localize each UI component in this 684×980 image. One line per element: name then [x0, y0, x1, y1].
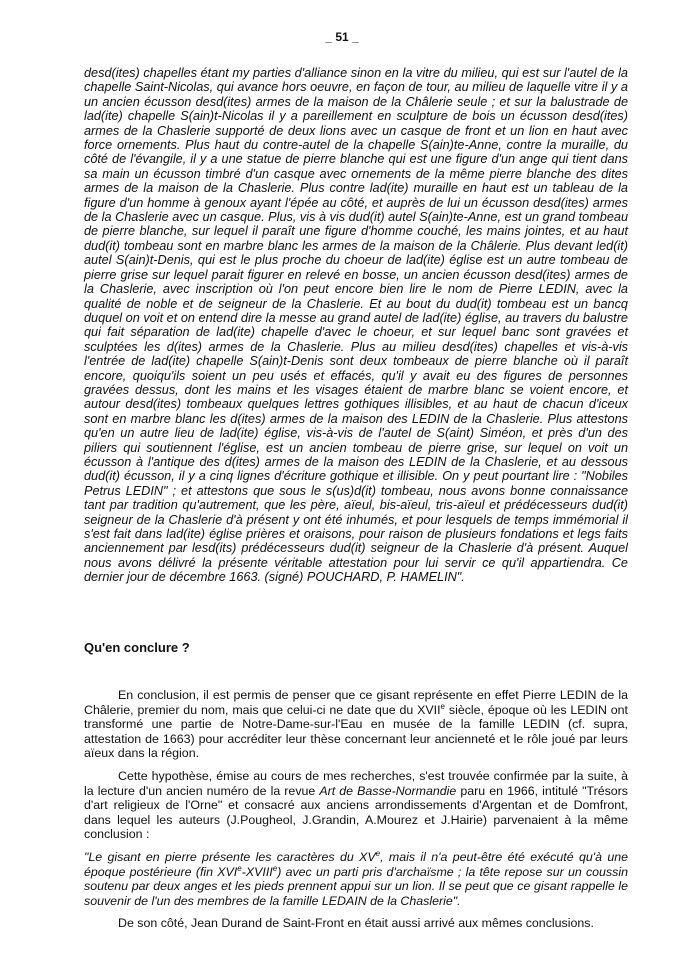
citation-text: ) avec un parti pris d'archaïsme ; la tête repose sur un coussin soutenu par deux anges et les pieds prennent appui sur un lion. Il se peut que ce gisant rappelle le souvenir de l'un des membres de la famille LEDAIN de la Chaslerie".: [84, 864, 628, 908]
citation-text: "Le gisant en pierre présente les caractères du XV: [84, 849, 376, 864]
section-heading: Qu'en conclure ?: [84, 640, 190, 655]
paragraph-text: En conclusion, il est permis de penser que ce gisant représente en effet Pierre LEDIN de la Châlerie, premier du nom, mais que celui-ci ne date que du XVII: [84, 688, 628, 717]
paragraph-conclusion: [84, 688, 628, 761]
journal-title: Art de Basse-Normandie: [319, 783, 457, 798]
paragraph-text: paru en 1966, intitulé "Trésors d'art religieux de l'Orne" et consacré aux anciens arrondissements d'Argentan et de Domfront, dans lequel les auteurs (J.Pougheol, J.Grandin, A.Mourez et J.Hairie) parvenaient à la même conclusion :: [84, 783, 628, 842]
paragraph-final: De son côté, Jean Durand de Saint-Front en était aussi arrivé aux mêmes conclusions.: [118, 916, 594, 931]
conclusion-body: [84, 688, 628, 939]
superscript: e: [237, 863, 242, 873]
citation-text: , mais il n'a peut-être été exécuté qu'à une époque postérieure (fin XVI: [84, 849, 628, 879]
superscript: e: [272, 863, 278, 873]
attestation-quote: desd(ites) chapelles étant my parties d'alliance sinon en la vitre du milieu, qui est sur l'autel de la chapelle Saint-Nicolas, qui avance hors oeuvre, en façon de tour, au milieu de laquelle vitre il y a un ancien écusson desd(ites) armes de la maison de la Châlerie seule ; et sur la balustrade de lad(ite) chapelle S(ain)t-Nicolas il y a pareillement en sculpture de bois un écusson desd(ites) armes de la Chaslerie supporté de deux lions avec un casque de front et un lion en haut avec force ornements. Plus haut du contre-autel de la chapelle S(ain)te-Anne, contre la muraille, du côté de l'évangile, il y a une statue de pierre blanche qui est une figure d'un ange qui tient dans sa main un écusson timbré d'un casque avec ornements de la même pierre blanche des dites armes de la maison de la Chaslerie. Plus contre lad(ite) muraille en haut est un tableau de la figure d'un homme à genoux ayant l'épée au côté, et auprès de lui un écusson desd(ites) armes de la Chaslerie avec un casque. Plus, vis à vis dud(it) autel S(ain)te-Anne, est un grand tombeau de pierre blanche, sur lequel il paraît une figure d'homme couché, les mains jointes, et au haut dud(it) tombeau sont en marbre blanc les armes de la maison de la Châlerie. Plus devant led(it) autel S(ain)t-Denis, qui est le plus proche du choeur de lad(ite) église est un autre tombeau de pierre grise sur lequel parait figurer en relevé en bosse, un ancien écusson desd(ites) armes de la Chaslerie, avec inscription où l'on peut encore bien lire le nom de Pierre LEDIN, avec la qualité de noble et de seigneur de la Chaslerie. Et au bout du dud(it) tombeau est un bancq duquel on voit et on entend dire la messe au grand autel de lad(ite) église, au travers du balustre qui fait séparation de lad(ite) chapelle d'avec le choeur, et sur lequel banc sont gravées et sculptées les d(ites) armes de la Chaslerie. Plus au milieu desd(ites) chapelles et vis-à-vis l'entrée de lad(ite) chapelle S(ain)t-Denis sont deux tombeaux de pierre blanche où il paraît encore, quoiqu'ils soient un peu usés et effacés, qu'il y avait eu des figures de personnes gravées dessus, dont les mains et les visages étaient de marbre blanc se voient encore, et autour desd(ites) tombeaux quelques lettres gothiques illisibles, et au haut de chacun d'iceux sont en marbre blanc les d(ites) armes de la maison des LEDIN de la Chaslerie. Plus attestons qu'en un autre lieu de lad(ite) église, vis-à-vis de l'autel de S(aint) Siméon, et près d'un des piliers qui soutiennent l'église, est un ancien tombeau de pierre grise, sur lequel on voit un écusson à l'antique des d(ites) armes de la maison des LEDIN de la Chaslerie, et au dessous dud(it) écusson, il y a cinq lignes d'écriture gothique et illisible. On y peut pourtant lire : "Nobiles Petrus LEDIN" ; et attestons que sous le s(us)d(it) tombeau, nous avons bonne connaissance tant par tradition qu'autrement, que les père, aïeul, bis-aïeul, tris-aïeul et prédécesseurs dud(it) seigneur de la Chaslerie d'à présent y ont été inhumés, et pour lesquels de temps immémorial il s'est fait dans lad(ite) église prières et oraisons, pour raison de plusieurs fondations et legs faits anciennement par lesd(its) prédécesseurs dud(it) seigneur de la Chaslerie d'à présent. Auquel nous avons délivré la présente véritable attestation pour lui servir ce qu'il appartiendra. Ce dernier jour de décembre 1663. (signé) POUCHARD, P. HAMELIN".: [84, 66, 628, 585]
paragraph-text: siècle, époque où les LEDIN ont transformé une partie de Notre-Dame-sur-l'Eau en musée de la famille LEDIN (cf. supra, attestation de 1663) pour accréditer leur thèse concernant leur ancienneté et le rôle joué par leurs aïeux dans la région.: [84, 702, 628, 761]
paragraph-citation: [84, 850, 628, 908]
paragraph-hypothesis: [84, 769, 628, 842]
page-number: _ 51 _: [325, 30, 359, 44]
superscript: e: [440, 701, 446, 711]
superscript: e: [375, 848, 381, 858]
paragraph-text: Cette hypothèse, émise au cours de mes recherches, s'est trouvée confirmée par la suite, à la lecture d'un ancien numéro de la revue: [84, 768, 628, 798]
citation-text: -XVIII: [241, 864, 273, 879]
